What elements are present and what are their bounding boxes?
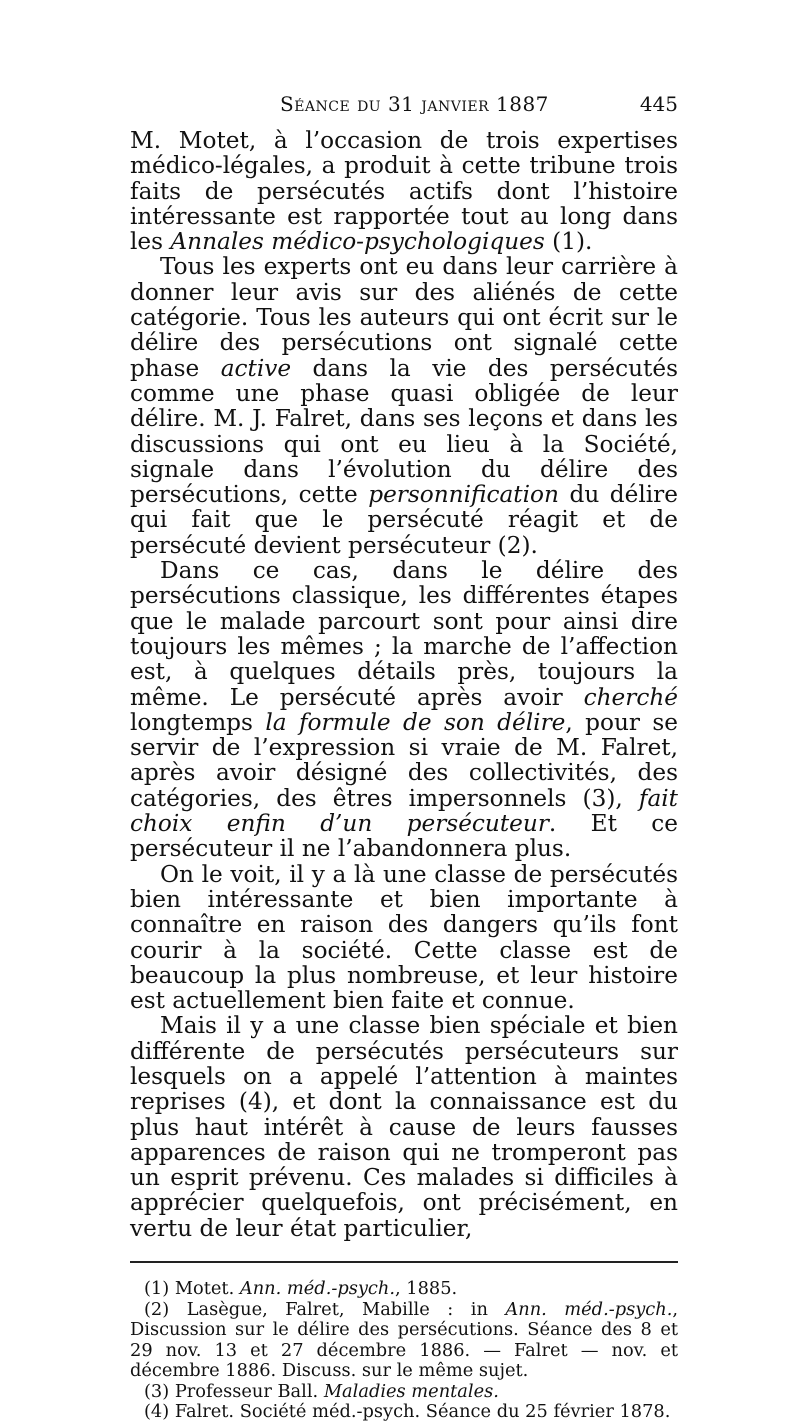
footnotes	[130, 1279, 678, 1423]
text-run: (4) Falret. Société méd.-psych. Séance du 25 février 1878.	[144, 1401, 671, 1423]
text-run: On le voit, il y a là une classe de persécutés bien intéressante et bien importante à connaître en raison des dangers qu’ils font courir à la société. Cette classe est de beaucoup la plus nombreuse, et leur histoire est actuellement bien faite et connue.	[130, 860, 678, 1015]
paragraph	[130, 254, 678, 558]
paragraph	[130, 558, 678, 862]
text-run: (1) Motet.	[144, 1278, 240, 1300]
text-run: (2) Lasègue, Falret, Mabille : in	[144, 1298, 506, 1320]
running-header	[130, 92, 678, 128]
text-run: Tous les experts ont eu dans leur carrière à donner leur avis sur des aliénés de cette catégorie. Tous les auteurs qui ont écrit sur le délire des persécutions ont signalé cette phase	[130, 253, 678, 382]
text-run: , Discussion sur le délire des persécutions. Séance des 8 et 29 nov. 13 et 27 décembre 1886. — Falret — nov. et décembre 1886. Discuss. sur le même sujet.	[130, 1298, 679, 1382]
page-number: 445	[639, 92, 678, 116]
footnote-divider	[130, 1261, 678, 1263]
footnote	[130, 1382, 678, 1403]
text-run: (3) Professeur Ball.	[144, 1380, 324, 1402]
running-title: Séance du 31 janvier 1887	[280, 92, 549, 116]
paragraph	[130, 128, 678, 254]
italic-text: personnification	[368, 481, 559, 509]
italic-text: active	[220, 354, 292, 382]
paragraph	[130, 862, 678, 1014]
text-run: , 1885.	[394, 1278, 458, 1300]
italic-text: Maladies mentales.	[323, 1380, 499, 1402]
text-run: Dans ce cas, dans le délire des persécutions classique, les différentes étapes que le malade parcourt sont pour ainsi dire toujours les mêmes ; la marche de l’affection est, à quelques détails près, toujours la même. Le persécuté après avoir	[130, 557, 678, 711]
main-text	[130, 128, 678, 1241]
italic-text: fait choix enfin d’un persécuteur	[130, 784, 678, 838]
footnote	[130, 1402, 678, 1423]
text-run: longtemps	[130, 708, 266, 736]
text-run: dans la vie des persécutés comme une phase quasi obligée de leur délire. M. J. Falret, dans ses leçons et dans les discussions qui ont eu lieu à la Société, signale dans l’évolution du délire des persécutions, cette	[130, 354, 679, 509]
text-run: , pour se servir de l’expression si vraie de M. Falret, après avoir désigné des collectivités, des catégories, des êtres impersonnels (3),	[130, 708, 678, 812]
footnote	[130, 1300, 678, 1382]
paragraph	[130, 1013, 678, 1241]
footnote	[130, 1279, 678, 1300]
italic-text: Annales médico-psychologiques	[170, 228, 545, 256]
text-run: Mais il y a une classe bien spéciale et bien différente de persécutés persécuteurs sur lesquels on a appelé l’attention à maintes reprises (4), et dont la connaissance est du plus haut intérêt à cause de leurs fausses apparences de raison qui ne tromperont pas un esprit prévenu. Ces malades si difficiles à apprécier quelquefois, ont précisément, en vertu de leur état particulier,	[130, 1012, 678, 1242]
text-run: du délire qui fait que le persécuté réagit et de persécuté devient persécuteur (2).	[130, 481, 678, 559]
text-run: . Et ce persécuteur il ne l’abandonnera plus.	[130, 810, 678, 863]
text-run: (1).	[544, 228, 593, 256]
italic-text: cherché	[583, 683, 678, 711]
italic-text: Ann. méd.-psych.	[239, 1278, 395, 1300]
italic-text: la formule de son délire	[265, 708, 566, 736]
book-page	[130, 92, 678, 1423]
italic-text: Ann. méd.-psych.	[505, 1298, 673, 1320]
text-run: M. Motet, à l’occasion de trois expertises médico-légales, a produit à cette tribune trois faits de persécutés actifs dont l’histoire intéressante est rapportée tout au long dans les	[130, 127, 678, 256]
